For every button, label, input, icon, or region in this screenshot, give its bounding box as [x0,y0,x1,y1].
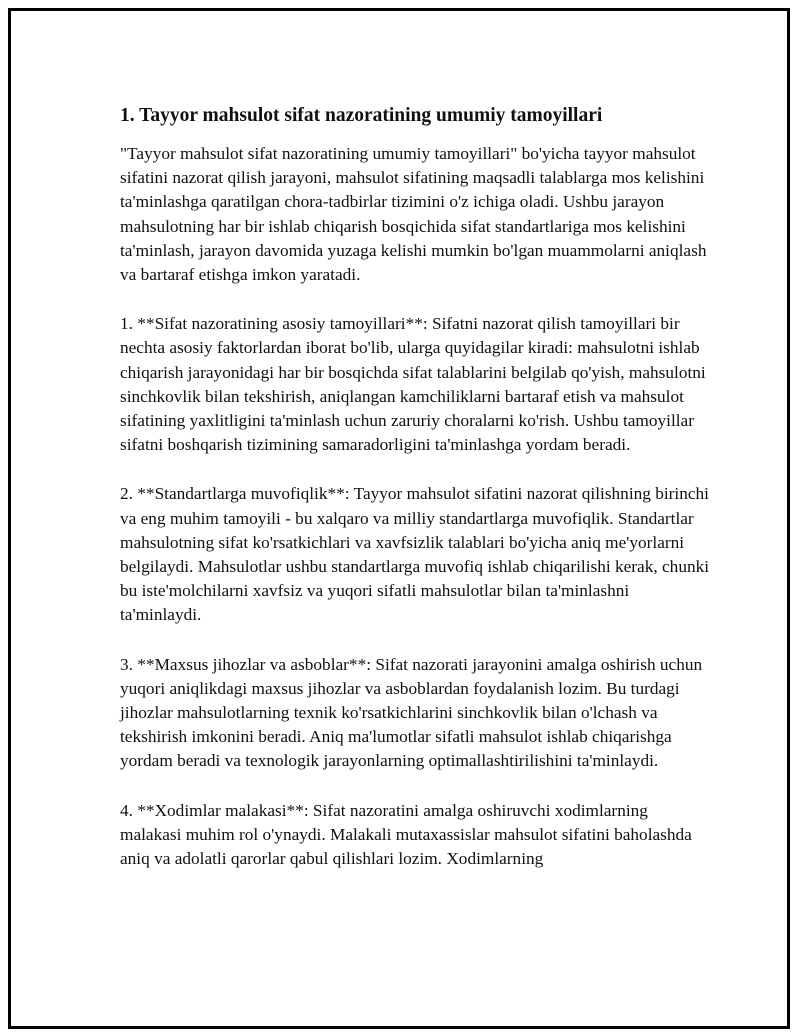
document-page [8,8,790,1029]
principles-paragraph: 1. **Sifat nazoratining asosiy tamoyillari**: Sifatni nazorat qilish tamoyillari bir nechta asosiy faktorlardan iborat bo'lib, ularga quyidagilar kiradi: mahsulotni ishlab chiqarish jarayonidagi har bir bosqichda sifat talablarini belgilab qo'yish, mahsulotni sinchkovlik bilan tekshirish, aniqlangan kamchiliklarni bartaraf etish va mahsulot sifatining yaxlitligini ta'minlash uchun zaruriy choralarni ko'rish. Ushbu tamoyillar sifatni boshqarish tizimining samaradorligini ta'minlashga yordam beradi. [120,314,706,455]
standards-paragraph: 2. **Standartlarga muvofiqlik**: Tayyor mahsulot sifatini nazorat qilishning birinchi va eng muhim tamoyili - bu xalqaro va milliy standartlarga muvofiqlik. Standartlar mahsulotning sifat ko'rsatkichlari va xavfsizlik talablari bo'yicha aniq me'yorlarni belgilaydi. Mahsulotlar ushbu standartlarga muvofiq ishlab chiqarilishi kerak, chunki bu iste'molchilarni xavfsiz va yuqori sifatli mahsulotlar bilan ta'minlashni ta'minlaydi. [120,484,710,625]
staff-paragraph: 4. **Xodimlar malakasi**: Sifat nazoratini amalga oshiruvchi xodimlarning malakasi muhim rol o'ynaydi. Malakali mutaxassislar mahsulot sifatini baholashda aniq va adolatli qarorlar qabul qilishlari lozim. Xodimlarning [120,800,692,869]
equipment-paragraph: 3. **Maxsus jihozlar va asboblar**: Sifat nazorati jarayonini amalga oshirish uchun yuqori aniqlikdagi maxsus jihozlar va asboblardan foydalanish lozim. Bu turdagi jihozlar mahsulotlarning texnik ko'rsatkichlarini sinchkovlik bilan o'lchash va tekshirish imkonini beradi. Aniq ma'lumotlar sifatli mahsulot ishlab chiqarishga yordam beradi va texnologik jarayonlarning optimallashtirilishini ta'minlaydi. [120,654,703,771]
section-heading: 1. Tayyor mahsulot sifat nazoratining umumiy tamoyillari [120,105,603,126]
intro-paragraph: "Tayyor mahsulot sifat nazoratining umumiy tamoyillari" bo'yicha tayyor mahsulot sifatini nazorat qilish jarayoni, mahsulot sifatining maqsadli talablarga mos kelishini ta'minlashga qaratilgan chora-tadbirlar tizimini o'z ichiga oladi. Ushbu jarayon mahsulotning har bir ishlab chiqarish bosqichida sifat standartlariga mos kelishini ta'minlash, jarayon davomida yuzaga kelishi mumkin bo'lgan muammolarni aniqlash va bartaraf etishga imkon yaratadi. [120,144,707,285]
document-content [120,101,710,896]
